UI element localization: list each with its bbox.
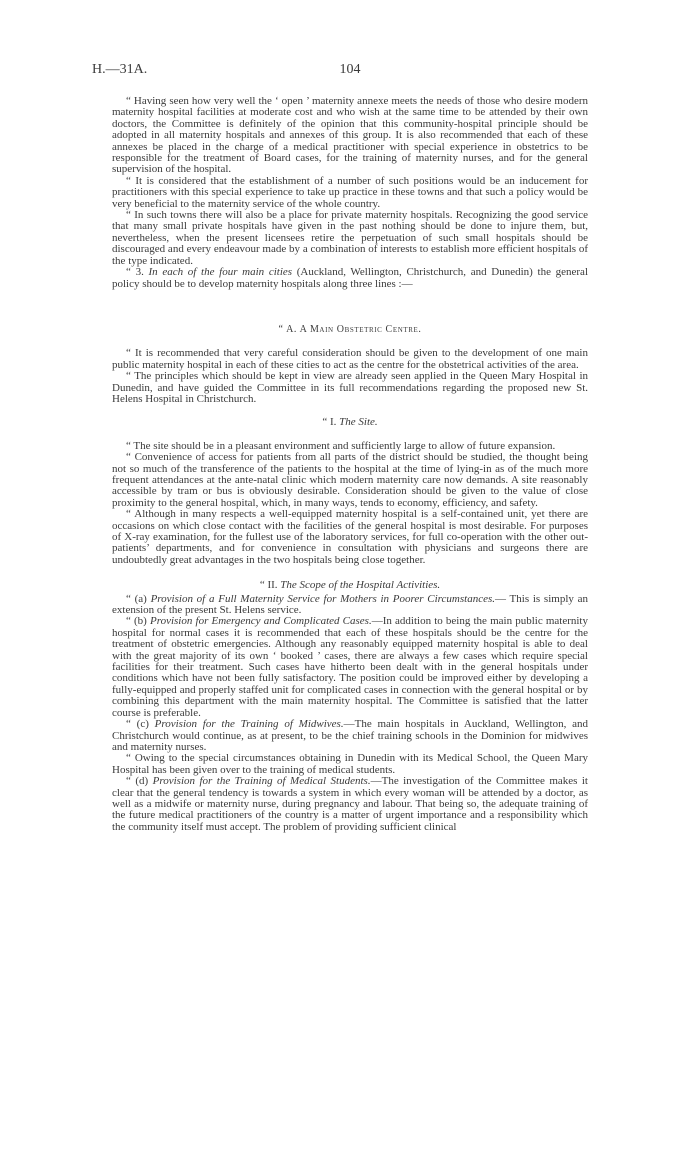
running-head bbox=[0, 62, 700, 82]
paragraph: “ The site should be in a pleasant environment and sufficiently large to allow of future expansion. bbox=[126, 439, 556, 452]
paragraph-rest: —The main hospitals in Auckland, Wellington, and Christchurch would continue, as at present, to be the chief training schools in the Dominion for midwives and maternity nurses. bbox=[112, 718, 589, 753]
paragraph-lead: “ (a) bbox=[126, 592, 151, 605]
paragraph: “ Having seen how very well the ‘ open ’ maternity annexe meets the needs of those who desire modern maternity hospital facilities at moderate cost and who wish at the same time to be attended by their own doctors, the Committee is definitely of the opinion that this community-hospital principle should be adopted in all maternity hospitals and annexes of this group. It is also recommended that each of these annexes be placed in the charge of a medical practitioner with special experience in obstetrics to be responsible for the treatment of Board cases, for the training of maternity nurses, and for the general supervision of the hospital. bbox=[112, 95, 588, 176]
paragraph-italic: Provision for the Training of Medical Students. bbox=[152, 775, 371, 788]
heading-italic: The Site. bbox=[339, 416, 378, 429]
paragraph: “ In such towns there will also be a place for private maternity hospitals. Recognizing the good service that many small private hospitals have given in the past nothing should be done to injure them, but, nevertheless, when the present licensees retire the perpetuation of such small hospitals should be discouraged and every endeavour made by a combination of interests to establish more efficient hospitals of the type indicated. bbox=[112, 209, 588, 267]
paragraph-lead: “ (d) bbox=[126, 775, 153, 788]
paragraph-rest: (Auckland, Wellington, Christchurch, and Dunedin) the general policy should be to develop maternity hospitals along three lines :— bbox=[112, 266, 588, 290]
paragraph-lead: “ (b) bbox=[126, 615, 150, 628]
page-number: 104 bbox=[339, 62, 361, 77]
paragraph: “ Convenience of access for patients from all parts of the district should be studied, the thought being not so much of the transference of the patients to the hospital at the time of lying-in as of the much more frequent attendances at the ante-natal clinic which modern maternity care now demands. A site reasonably accessible by tram or bus is obviously desirable. Consideration should be given to the value of close proximity to the general hospital, which, in many ways, tends to economy, efficiency, and safety. bbox=[112, 451, 588, 509]
paragraph-italic: In each of the four main cities bbox=[148, 266, 293, 279]
document-reference: H.—31A. bbox=[92, 62, 148, 77]
heading-lead: “ II. bbox=[259, 579, 281, 592]
paragraph-rest: —The investigation of the Committee makes it clear that the general tendency is towards a system in which every woman will be attended by a doctor, as well as a midwife or maternity nurse, during pregnancy and labour. That being so, the adequate training of the future medical practitioners of the country is a matter of urgent importance and a responsibility which the community itself must accept. The problem of providing sufficient clinical bbox=[112, 775, 588, 833]
subsection-heading bbox=[112, 580, 588, 591]
paragraph bbox=[112, 616, 588, 719]
body-text bbox=[112, 96, 588, 833]
paragraph-rest: —In addition to being the main public maternity hospital for normal cases it is recommended that each of these hospitals should be the centre for the treatment of obstetric emergencies. Although any reasonably equipped maternity hospital is able to deal with the great majority of its own ‘ booked ’ cases, there are always a few cases which require special facilities for their treatment. Such cases have hitherto been dealt with in the general hospitals under conditions which have not been fully satisfactory. The position could be improved either by developing a fully-equipped and properly staffed unit for complicated cases in connection with the general hospital or by combining this department with the main maternity hospital. The Committee is satisfied that the latter course is preferable. bbox=[112, 615, 588, 719]
heading-lead: “ I. bbox=[322, 416, 340, 429]
paragraph bbox=[112, 594, 588, 617]
paragraph: “ It is recommended that very careful consideration should be given to the development of one main public maternity hospital in each of these cities to act as the centre for the obstetrical activities of the area. bbox=[112, 347, 588, 371]
paragraph-lead: “ 3. bbox=[126, 266, 149, 279]
paragraph-rest: — This is simply an extension of the present St. Helens service. bbox=[112, 592, 588, 617]
heading-italic: The Scope of the Hospital Activities. bbox=[280, 579, 441, 592]
paragraph bbox=[112, 719, 588, 753]
paragraph bbox=[112, 776, 588, 833]
paragraph: “ Although in many respects a well-equipped maternity hospital is a self-contained unit, yet there are occasions on which close contact with the facilities of the general hospital is most desirable. For purposes of X-ray examination, for the fullest use of the laboratory services, for full co-operation with the other out-patients’ departments, and for convenience in consultation with physicians and surgeons there are undoubtedly great advantages in the two hospitals being close together. bbox=[112, 508, 588, 566]
paragraph: “ The principles which should be kept in view are already seen applied in the Queen Mary Hospital in Dunedin, and have guided the Committee in its full recommendations regarding the proposed new St. Helens Hospital in Christchurch. bbox=[112, 370, 588, 405]
paragraph-lead: “ (c) bbox=[126, 718, 155, 731]
subsection-heading bbox=[112, 417, 588, 428]
paragraph-italic: Provision of a Full Maternity Service for Mothers in Poorer Circumstances. bbox=[150, 592, 496, 605]
paragraph-italic: Provision for Emergency and Complicated Cases. bbox=[150, 615, 372, 628]
section-heading: “ A. A Main Obstetric Centre. bbox=[278, 323, 422, 335]
paragraph-italic: Provision for the Training of Midwives. bbox=[154, 718, 344, 731]
paragraph: “ Owing to the special circumstances obtaining in Dunedin with its Medical School, the Queen Mary Hospital has been given over to the training of medical students. bbox=[112, 752, 588, 776]
paragraph: “ It is considered that the establishment of a number of such positions would be an inducement for practitioners with this special experience to take up practice in these towns and that such a policy would be very beneficial to the maternity service of the whole country. bbox=[112, 174, 588, 210]
paragraph bbox=[112, 267, 588, 290]
